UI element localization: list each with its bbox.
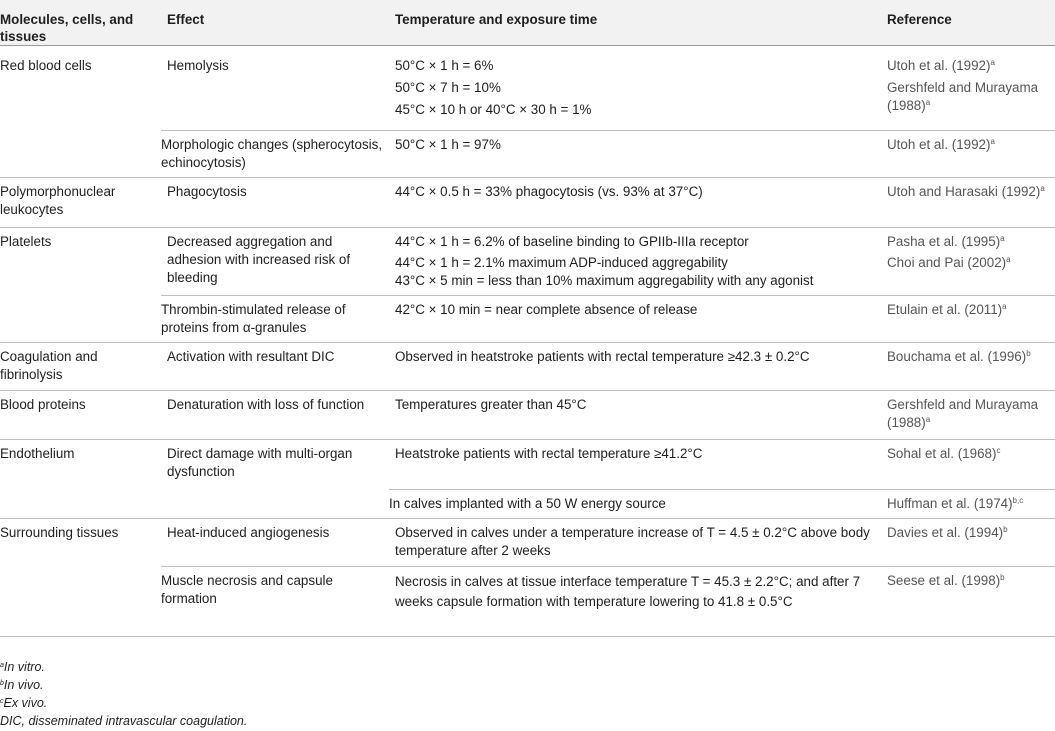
reference-cell — [881, 490, 1055, 519]
reference-entry: Sohal et al. $(1968)^c$ — [887, 446, 1001, 461]
table-row — [0, 343, 1055, 391]
temperature-line: 50°C × 1 h = 6% — [395, 58, 494, 73]
reference-cell — [881, 46, 1055, 131]
temperature-cell: Temperatures greater than 45°C — [389, 391, 881, 440]
table-header-row — [0, 0, 1055, 46]
temperature-cell: Observed in heatstroke patients with rectal temperature ≥42.3 ± 0.2°C — [389, 343, 881, 391]
effect-cell: Muscle necrosis and capsule formation — [161, 567, 389, 637]
tissue-cell: Platelets — [0, 228, 161, 343]
temperature-cell — [389, 228, 881, 296]
temperature-cell: Heatstroke patients with rectal temperature ≥41.2°C — [389, 440, 881, 490]
reference-entry: Gershfeld and Murayama $(1988)^a$ — [887, 80, 1039, 113]
temperature-line: 50°C × 7 h = 10% — [395, 80, 501, 95]
tissue-cell: Endothelium — [0, 440, 161, 519]
table-row — [0, 440, 1055, 490]
reference-entry: Etulain et al. $(2011)^a$ — [887, 302, 1007, 317]
header-temperature: Temperature and exposure time — [389, 0, 881, 46]
tissue-cell: Coagulation and fibrinolysis — [0, 343, 161, 391]
table-row — [0, 519, 1055, 567]
temperature-cell: Necrosis in calves at tissue interface temperature T = 45.3 ± 2.2°C; and after 7 weeks capsule formation with temperature lowering to 41.8 ± 0.5°C — [389, 567, 881, 637]
reference-entry: Davies et al. $(1994)^b$ — [887, 525, 1008, 540]
table-row — [0, 228, 1055, 296]
reference-cell — [881, 228, 1055, 296]
reference-entry: Choi and Pai $(2002)^a$ — [887, 255, 1011, 270]
reference-cell — [881, 567, 1055, 637]
tissue-cell: Polymorphonuclear leukocytes — [0, 178, 161, 228]
effect-cell: Thrombin-stimulated release of proteins from α-granules — [161, 296, 389, 343]
effect-cell: Direct damage with multi-organ dysfunction — [161, 440, 389, 519]
header-tissues: Molecules, cells, and tissues — [0, 0, 161, 46]
temperature-line: 44°C × 1 h = 6.2% of baseline binding to GPIIb-IIIa receptor — [395, 234, 749, 249]
reference-cell — [881, 391, 1055, 440]
footnote-b: $^b$In vivo. — [0, 678, 44, 692]
reference-cell — [881, 440, 1055, 490]
table-row — [0, 178, 1055, 228]
temperature-line: 43°C × 5 min = less than 10% maximum aggregability with any agonist — [395, 273, 814, 288]
tissue-cell: Red blood cells — [0, 46, 161, 178]
reference-cell — [881, 343, 1055, 391]
reference-entry: Utoh et al. $(1992)^a$ — [887, 137, 995, 152]
reference-cell — [881, 178, 1055, 228]
effect-cell: Heat-induced angiogenesis — [161, 519, 389, 567]
reference-entry: Gershfeld and Murayama $(1988)^a$ — [887, 397, 1039, 430]
table-row — [0, 391, 1055, 440]
reference-cell — [881, 519, 1055, 567]
footnote-c: $^c$Ex vivo. — [0, 696, 48, 710]
tissue-cell: Blood proteins — [0, 391, 161, 440]
header-reference: Reference — [881, 0, 1055, 46]
temperature-cell: 42°C × 10 min = near complete absence of release — [389, 296, 881, 343]
temperature-cell — [389, 46, 881, 131]
reference-entry: Utoh and Harasaki $(1992)^a$ — [887, 184, 1045, 199]
footnote-a: $^a$In vitro. — [0, 660, 45, 674]
effect-cell: Hemolysis — [161, 46, 389, 131]
effect-cell: Denaturation with loss of function — [161, 391, 389, 440]
reference-cell — [881, 131, 1055, 178]
effect-cell: Phagocytosis — [161, 178, 389, 228]
tissue-cell: Surrounding tissues — [0, 519, 161, 637]
effect-cell: Activation with resultant DIC — [161, 343, 389, 391]
reference-entry: Seese et al. $(1998)^b$ — [887, 573, 1005, 588]
reference-cell — [881, 296, 1055, 343]
temperature-cell: 50°C × 1 h = 97% — [389, 131, 881, 178]
temperature-line: 44°C × 1 h = 2.1% maximum ADP-induced aggregability — [395, 255, 728, 270]
reference-entry: Pasha et al. $(1995)^a$ — [887, 234, 1005, 249]
reference-entry: Bouchama et al. $(1996)^b$ — [887, 349, 1031, 364]
temperature-line: 45°C × 10 h or 40°C × 30 h = 1% — [395, 102, 592, 117]
effect-cell: Morphologic changes (spherocytosis, echinocytosis) — [161, 131, 389, 178]
footnote-dic: DIC, disseminated intravascular coagulation. — [0, 714, 248, 728]
temperature-cell: Observed in calves under a temperature increase of T = 4.5 ± 0.2°C above body temperature after 2 weeks — [389, 519, 881, 567]
temperature-cell: 44°C × 0.5 h = 33% phagocytosis (vs. 93% at 37°C) — [389, 178, 881, 228]
effect-cell: Decreased aggregation and adhesion with increased risk of bleeding — [161, 228, 389, 296]
reference-entry: Utoh et al. $(1992)^a$ — [887, 58, 995, 73]
table-row — [0, 46, 1055, 131]
temperature-cell: In calves implanted with a 50 W energy source — [389, 490, 881, 519]
reference-entry: Huffman et al. $(1974)^{b,c}$ — [887, 496, 1024, 511]
header-effect: Effect — [161, 0, 389, 46]
